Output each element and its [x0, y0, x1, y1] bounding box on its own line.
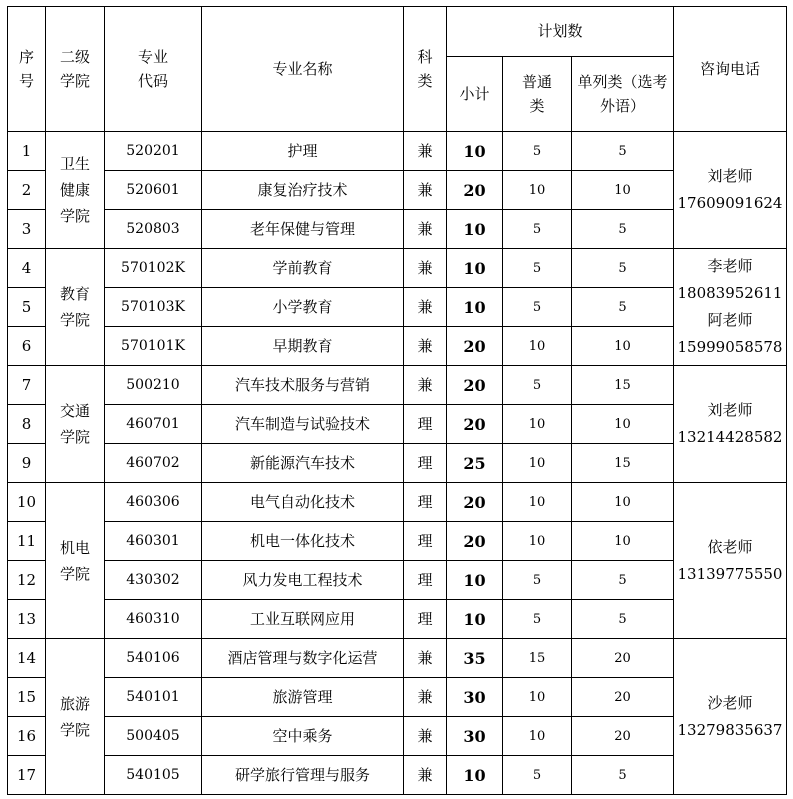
major-name-cell: 旅游管理 [202, 678, 404, 717]
category-cell: 理 [404, 561, 447, 600]
category-cell: 理 [404, 600, 447, 639]
subtotal-cell: 30 [447, 717, 503, 756]
contact-name: 依老师 [707, 537, 753, 556]
header-college: 二级学院 [46, 7, 105, 132]
major-name-cell: 研学旅行管理与服务 [202, 756, 404, 795]
general-cell: 5 [503, 288, 572, 327]
single-cell: 5 [572, 132, 674, 171]
contact-phone: 13214428582 [677, 428, 783, 446]
contact-name: 刘老师 [707, 401, 753, 419]
single-cell: 5 [572, 288, 674, 327]
major-code-cell: 500405 [105, 717, 202, 756]
subtotal-cell: 10 [447, 288, 503, 327]
major-code-cell: 460701 [105, 405, 202, 444]
major-code-cell: 520601 [105, 171, 202, 210]
contact-name: 李老师 [707, 257, 753, 275]
category-cell: 理 [404, 444, 447, 483]
subtotal-cell: 20 [447, 483, 503, 522]
seq-cell: 7 [8, 366, 46, 405]
major-name-cell: 酒店管理与数字化运营 [202, 639, 404, 678]
table-row [8, 249, 787, 288]
seq-cell: 15 [8, 678, 46, 717]
category-cell: 兼 [404, 132, 447, 171]
general-cell: 15 [503, 639, 572, 678]
college-name: 交通学院 [59, 402, 90, 446]
single-cell: 15 [572, 366, 674, 405]
single-cell: 10 [572, 171, 674, 210]
enrollment-plan-table [7, 6, 787, 795]
category-cell: 兼 [404, 327, 447, 366]
single-cell: 15 [572, 444, 674, 483]
table-row [8, 405, 787, 444]
category-cell: 兼 [404, 366, 447, 405]
header-code: 专业代码 [105, 7, 202, 132]
general-cell: 5 [503, 210, 572, 249]
table-row [8, 639, 787, 678]
contact-cell [674, 639, 787, 795]
single-cell: 20 [572, 639, 674, 678]
seq-cell: 5 [8, 288, 46, 327]
college-name: 机电学院 [59, 538, 90, 583]
table-header [8, 7, 787, 132]
subtotal-cell: 20 [447, 522, 503, 561]
subtotal-cell: 30 [447, 678, 503, 717]
table-row [8, 522, 787, 561]
category-cell: 兼 [404, 171, 447, 210]
major-name-cell: 机电一体化技术 [202, 522, 404, 561]
major-name-cell: 汽车技术服务与营销 [202, 366, 404, 405]
single-cell: 20 [572, 678, 674, 717]
category-cell: 兼 [404, 288, 447, 327]
subtotal-cell: 10 [447, 756, 503, 795]
seq-cell: 10 [8, 483, 46, 522]
major-code-cell: 460306 [105, 483, 202, 522]
header-category: 科类 [404, 7, 447, 132]
contact-cell [674, 249, 787, 366]
contact-cell [674, 366, 787, 483]
major-code-cell: 500210 [105, 366, 202, 405]
general-cell: 10 [503, 444, 572, 483]
seq-cell: 8 [8, 405, 46, 444]
table-row [8, 210, 787, 249]
major-name-cell: 护理 [202, 132, 404, 171]
general-cell: 5 [503, 756, 572, 795]
category-cell: 兼 [404, 678, 447, 717]
category-cell: 理 [404, 522, 447, 561]
college-cell [46, 366, 105, 483]
subtotal-cell: 20 [447, 366, 503, 405]
header-seq: 序号 [8, 7, 46, 132]
subtotal-cell: 10 [447, 600, 503, 639]
major-code-cell: 570102K [105, 249, 202, 288]
major-name-cell: 老年保健与管理 [202, 210, 404, 249]
header-single: 单列类（选考外语） [572, 57, 674, 132]
seq-cell: 14 [8, 639, 46, 678]
seq-cell: 9 [8, 444, 46, 483]
single-cell: 10 [572, 483, 674, 522]
general-cell: 10 [503, 327, 572, 366]
header-name: 专业名称 [202, 7, 404, 132]
contact-name: 阿老师 [707, 311, 753, 329]
college-name: 卫生健康学院 [59, 155, 90, 225]
major-name-cell: 空中乘务 [202, 717, 404, 756]
contact-name: 沙老师 [707, 693, 753, 712]
major-code-cell: 460301 [105, 522, 202, 561]
subtotal-cell: 10 [447, 210, 503, 249]
major-name-cell: 风力发电工程技术 [202, 561, 404, 600]
general-cell: 10 [503, 678, 572, 717]
subtotal-cell: 10 [447, 561, 503, 600]
single-cell: 20 [572, 717, 674, 756]
major-code-cell: 460702 [105, 444, 202, 483]
major-name-cell: 早期教育 [202, 327, 404, 366]
seq-cell: 6 [8, 327, 46, 366]
major-name-cell: 汽车制造与试验技术 [202, 405, 404, 444]
header-contact: 咨询电话 [674, 7, 787, 132]
table-row [8, 756, 787, 795]
subtotal-cell: 10 [447, 249, 503, 288]
major-code-cell: 540106 [105, 639, 202, 678]
contact-phone: 18083952611 [677, 284, 783, 302]
subtotal-cell: 20 [447, 171, 503, 210]
seq-cell: 12 [8, 561, 46, 600]
subtotal-cell: 25 [447, 444, 503, 483]
general-cell: 5 [503, 366, 572, 405]
major-code-cell: 570101K [105, 327, 202, 366]
category-cell: 兼 [404, 210, 447, 249]
table-row [8, 483, 787, 522]
major-code-cell: 460310 [105, 600, 202, 639]
general-cell: 10 [503, 522, 572, 561]
category-cell: 理 [404, 405, 447, 444]
college-cell [46, 249, 105, 366]
general-cell: 10 [503, 717, 572, 756]
general-cell: 10 [503, 483, 572, 522]
contact-cell [674, 132, 787, 249]
general-cell: 5 [503, 600, 572, 639]
general-cell: 5 [503, 561, 572, 600]
table-row [8, 366, 787, 405]
table-row [8, 561, 787, 600]
major-code-cell: 520201 [105, 132, 202, 171]
subtotal-cell: 10 [447, 132, 503, 171]
table-row [8, 132, 787, 171]
college-name: 旅游学院 [59, 694, 90, 739]
single-cell: 5 [572, 210, 674, 249]
contact-phone: 15999058578 [677, 338, 783, 356]
contact-cell [674, 483, 787, 639]
major-code-cell: 430302 [105, 561, 202, 600]
college-cell [46, 132, 105, 249]
seq-cell: 17 [8, 756, 46, 795]
header-subtotal: 小计 [447, 57, 503, 132]
college-cell [46, 639, 105, 795]
category-cell: 兼 [404, 249, 447, 288]
general-cell: 10 [503, 405, 572, 444]
subtotal-cell: 20 [447, 327, 503, 366]
major-code-cell: 570103K [105, 288, 202, 327]
category-cell: 理 [404, 483, 447, 522]
seq-cell: 1 [8, 132, 46, 171]
table-body [8, 132, 787, 795]
college-name: 教育学院 [59, 285, 90, 329]
subtotal-cell: 35 [447, 639, 503, 678]
table-row [8, 600, 787, 639]
college-cell [46, 483, 105, 639]
major-name-cell: 新能源汽车技术 [202, 444, 404, 483]
category-cell: 兼 [404, 639, 447, 678]
seq-cell: 13 [8, 600, 46, 639]
single-cell: 10 [572, 405, 674, 444]
table-row [8, 171, 787, 210]
seq-cell: 16 [8, 717, 46, 756]
major-name-cell: 工业互联网应用 [202, 600, 404, 639]
major-name-cell: 电气自动化技术 [202, 483, 404, 522]
contact-phone: 13279835637 [677, 720, 783, 739]
table-row [8, 717, 787, 756]
header-plan: 计划数 [447, 7, 674, 57]
single-cell: 5 [572, 249, 674, 288]
contact-name: 刘老师 [707, 167, 753, 185]
table-row [8, 444, 787, 483]
contact-phone: 13139775550 [677, 564, 783, 583]
table-row [8, 288, 787, 327]
major-name-cell: 学前教育 [202, 249, 404, 288]
major-code-cell: 520803 [105, 210, 202, 249]
major-name-cell: 小学教育 [202, 288, 404, 327]
table-row [8, 327, 787, 366]
single-cell: 5 [572, 756, 674, 795]
category-cell: 兼 [404, 717, 447, 756]
contact-phone: 17609091624 [677, 194, 783, 212]
major-name-cell: 康复治疗技术 [202, 171, 404, 210]
subtotal-cell: 20 [447, 405, 503, 444]
table-row [8, 678, 787, 717]
single-cell: 10 [572, 522, 674, 561]
single-cell: 10 [572, 327, 674, 366]
header-general: 普通类 [503, 57, 572, 132]
general-cell: 10 [503, 171, 572, 210]
seq-cell: 11 [8, 522, 46, 561]
general-cell: 5 [503, 132, 572, 171]
general-cell: 5 [503, 249, 572, 288]
single-cell: 5 [572, 561, 674, 600]
seq-cell: 4 [8, 249, 46, 288]
major-code-cell: 540101 [105, 678, 202, 717]
single-cell: 5 [572, 600, 674, 639]
seq-cell: 3 [8, 210, 46, 249]
category-cell: 兼 [404, 756, 447, 795]
seq-cell: 2 [8, 171, 46, 210]
major-code-cell: 540105 [105, 756, 202, 795]
